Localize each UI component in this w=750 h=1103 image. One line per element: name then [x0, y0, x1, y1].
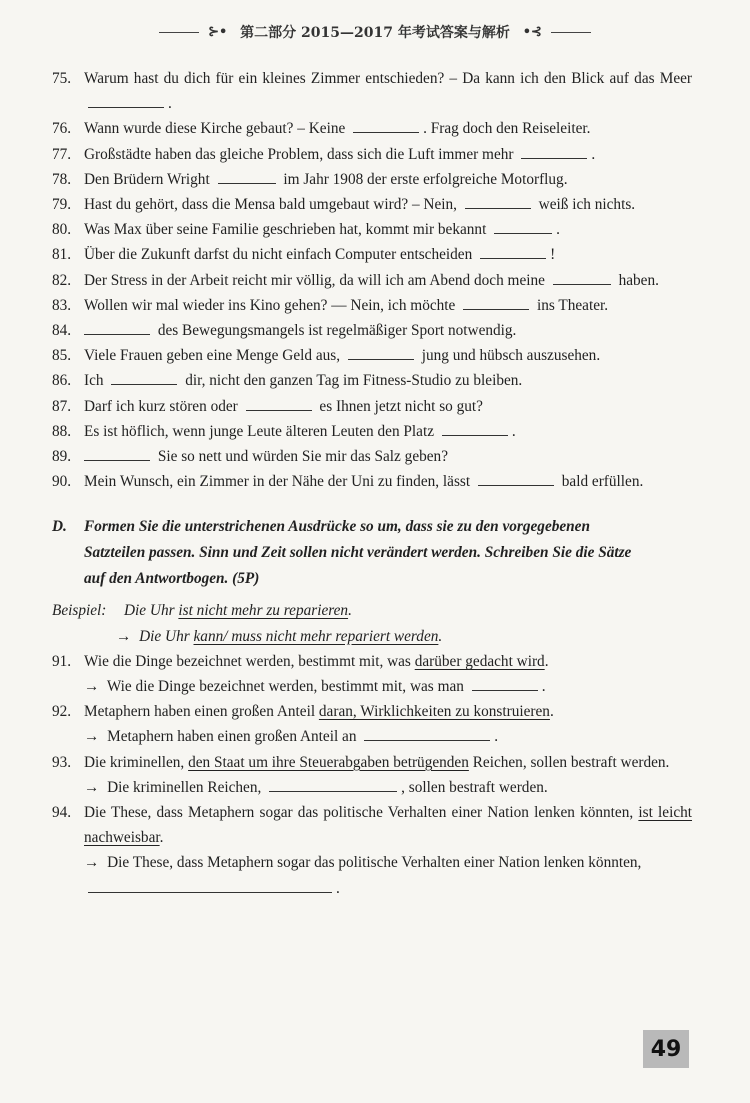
item-number: 78. [52, 170, 72, 188]
item-text-end: . [159, 829, 164, 847]
item-text: Über die Zukunft darfst du nicht einfach Computer entscheiden [84, 246, 473, 264]
example-end: . [348, 602, 352, 620]
item-number: 91. [52, 652, 72, 670]
item-text-end: weiß ich nichts. [538, 196, 636, 214]
item-number: 83. [52, 296, 72, 314]
target-end: , sollen bestraft werden. [401, 778, 548, 796]
exercise-item-87 [52, 394, 692, 419]
item-number: 94. [52, 804, 72, 822]
item-text: Den Brüdern Wright [84, 170, 210, 188]
item-text-end: ins Theater. [536, 296, 609, 314]
arrow-icon: → [84, 854, 100, 872]
item-text-end: . [549, 703, 554, 721]
answer-blank[interactable] [494, 217, 552, 234]
answer-blank[interactable] [480, 242, 546, 259]
exercise-item-89 [52, 444, 692, 469]
item-text-end: . [511, 422, 516, 440]
item-text-end: . [556, 221, 560, 239]
item-number: 86. [52, 372, 72, 390]
item-text: Die These, dass Metaphern sogar das politische Verhalten einer Nation lenken könnten, [84, 804, 634, 822]
target-end: . [494, 728, 499, 746]
item-text-end: . [168, 95, 172, 113]
item-text-end: . [591, 145, 596, 163]
item-text: Metaphern haben einen großen Anteil [84, 703, 316, 721]
item-number: 93. [52, 753, 72, 771]
answer-blank[interactable] [88, 91, 164, 108]
item-text: Viele Frauen geben eine Menge Geld aus, [84, 347, 341, 365]
item-text-end: bald erfüllen. [561, 473, 644, 491]
instruction-line-1: Formen Sie die unterstrichenen Ausdrücke so um, dass sie zu den vorgegebenen [84, 518, 590, 536]
exercise-item-79 [52, 192, 692, 217]
item-text: Ich [84, 372, 104, 390]
answer-blank[interactable] [553, 268, 611, 285]
header-ornament-right: •⊰ [522, 24, 542, 40]
item-number: 92. [52, 703, 72, 721]
example-label: Beispiel: [52, 602, 107, 620]
exercise-item-76 [52, 116, 692, 141]
item-number: 88. [52, 422, 72, 440]
exercise-item-85 [52, 343, 692, 368]
exercise-item-75 [52, 66, 692, 116]
answer-blank[interactable] [246, 394, 312, 411]
header-ornament-left: ⊱• [208, 24, 228, 40]
answer-blank[interactable] [269, 775, 397, 792]
item-text-end: ! [550, 246, 556, 264]
example-answer-underlined: kann/ muss nicht mehr repariert werden [193, 627, 439, 645]
transform-item-91 [52, 649, 692, 674]
example-underlined: ist nicht mehr zu reparieren [178, 602, 349, 620]
item-number: 77. [52, 145, 72, 163]
answer-blank[interactable] [364, 724, 490, 741]
item-text-end: dir, nicht den ganzen Tag im Fitness-Studio zu bleiben. [185, 372, 523, 390]
item-text: Die kriminellen, [84, 753, 185, 771]
answer-blank[interactable] [521, 142, 587, 159]
item-text-end: jung und hübsch auszusehen. [421, 347, 601, 365]
arrow-icon: → [84, 778, 100, 796]
transform-target-94 [52, 850, 692, 900]
answer-blank[interactable] [348, 343, 414, 360]
item-number: 89. [52, 448, 72, 466]
target-end: . [541, 678, 546, 696]
header-rule-right [551, 32, 591, 33]
item-number: 75. [52, 70, 72, 87]
answer-blank[interactable] [88, 876, 332, 893]
item-text: Wollen wir mal wieder ins Kino gehen? — Nein, ich möchte [84, 296, 456, 314]
exercise-item-78 [52, 167, 692, 192]
header-title: 第二部分 2015—2017 年考试答案与解析 [240, 25, 510, 41]
header-rule-left [159, 32, 199, 33]
item-text: Wann wurde diese Kirche gebaut? – Keine [84, 120, 346, 138]
transform-item-94 [52, 800, 692, 850]
answer-blank[interactable] [442, 419, 508, 436]
transform-target-93 [52, 775, 692, 800]
answer-blank[interactable] [472, 674, 538, 691]
target-end: . [336, 879, 340, 897]
answer-blank[interactable] [465, 192, 531, 209]
answer-blank[interactable] [463, 293, 529, 310]
section-label: D. [52, 518, 67, 536]
item-text-end: . [544, 652, 549, 670]
answer-blank[interactable] [84, 444, 150, 461]
item-text-end: . Frag doch den Reiseleiter. [423, 120, 591, 138]
arrow-icon: → [84, 678, 100, 696]
answer-blank[interactable] [84, 318, 150, 335]
section-d-instructions [52, 514, 692, 592]
example-block [52, 598, 692, 648]
item-text-end: Sie so nett und würden Sie mir das Salz geben? [157, 448, 448, 466]
underlined-phrase: daran, Wirklichkeiten zu konstruieren [318, 703, 550, 721]
item-text: Warum hast du dich für ein kleines Zimmer entschieden? – Da kann ich den Blick auf das Meer [84, 70, 692, 87]
item-text-end: im Jahr 1908 der erste erfolgreiche Motorflug. [283, 170, 568, 188]
example-answer-end: . [438, 627, 443, 645]
page-content [52, 66, 692, 901]
item-text: Darf ich kurz stören oder [84, 397, 238, 415]
transform-item-92 [52, 699, 692, 724]
item-number: 76. [52, 120, 72, 138]
transform-target-92 [52, 724, 692, 749]
answer-blank[interactable] [218, 167, 276, 184]
instruction-line-3: auf den Antwortbogen. (5P) [84, 570, 260, 588]
transform-target-91 [52, 674, 692, 699]
exercise-item-86 [52, 368, 692, 393]
page-number: 49 [643, 1030, 689, 1068]
transform-item-93 [52, 750, 692, 775]
exercise-item-88 [52, 419, 692, 444]
item-number: 85. [52, 347, 72, 365]
target-text: Die These, dass Metaphern sogar das politische Verhalten einer Nation lenken könnten, [107, 854, 642, 872]
item-text: Hast du gehört, dass die Mensa bald umgebaut wird? – Nein, [84, 196, 457, 214]
exercise-item-90 [52, 469, 692, 494]
item-text: Wie die Dinge bezeichnet werden, bestimmt mit, was [84, 652, 411, 670]
item-number: 79. [52, 196, 72, 214]
underlined-phrase: darüber gedacht wird [414, 652, 545, 670]
target-text: Metaphern haben einen großen Anteil an [107, 728, 357, 746]
item-text-end: haben. [618, 271, 659, 289]
arrow-icon: → [116, 627, 132, 645]
exercise-item-80 [52, 217, 692, 242]
underlined-phrase: ist leicht nachweisbar [84, 804, 693, 847]
exercise-item-82 [52, 268, 692, 293]
item-text-end: des Bewegungsmangels ist regelmäßiger Sport notwendig. [157, 322, 517, 340]
exercise-item-84 [52, 318, 692, 343]
exercise-item-83 [52, 293, 692, 318]
item-text: Mein Wunsch, ein Zimmer in der Nähe der Uni zu finden, lässt [84, 473, 471, 491]
item-text-end: Reichen, sollen bestraft werden. [472, 753, 670, 771]
item-number: 82. [52, 271, 72, 289]
example-text: Die Uhr [124, 602, 175, 620]
item-text-end: es Ihnen jetzt nicht so gut? [319, 397, 483, 415]
item-text: Großstädte haben das gleiche Problem, dass sich die Luft immer mehr [84, 145, 514, 163]
exercise-item-81 [52, 242, 692, 267]
target-text: Die kriminellen Reichen, [107, 778, 262, 796]
item-text: Der Stress in der Arbeit reicht mir völlig, da will ich am Abend doch meine [84, 271, 545, 289]
instruction-line-2: Satzteilen passen. Sinn und Zeit sollen nicht verändert werden. Schreiben Sie die Sätze [84, 544, 632, 562]
item-number: 81. [52, 246, 72, 264]
answer-blank[interactable] [478, 469, 554, 486]
underlined-phrase: den Staat um ihre Steuerabgaben betrügenden [188, 753, 469, 771]
arrow-icon: → [84, 728, 100, 746]
item-text: Es ist höflich, wenn junge Leute älteren Leuten den Platz [84, 422, 435, 440]
answer-blank[interactable] [353, 116, 419, 133]
running-header [0, 22, 750, 42]
item-number: 87. [52, 397, 72, 415]
answer-blank[interactable] [111, 368, 177, 385]
example-answer-text: Die Uhr [139, 627, 190, 645]
item-number: 90. [52, 473, 72, 491]
item-number: 80. [52, 221, 72, 239]
item-text: Was Max über seine Familie geschrieben hat, kommt mir bekannt [84, 221, 487, 239]
target-text: Wie die Dinge bezeichnet werden, bestimmt mit, was man [106, 678, 464, 696]
item-number: 84. [52, 322, 72, 340]
exercise-item-77 [52, 142, 692, 167]
